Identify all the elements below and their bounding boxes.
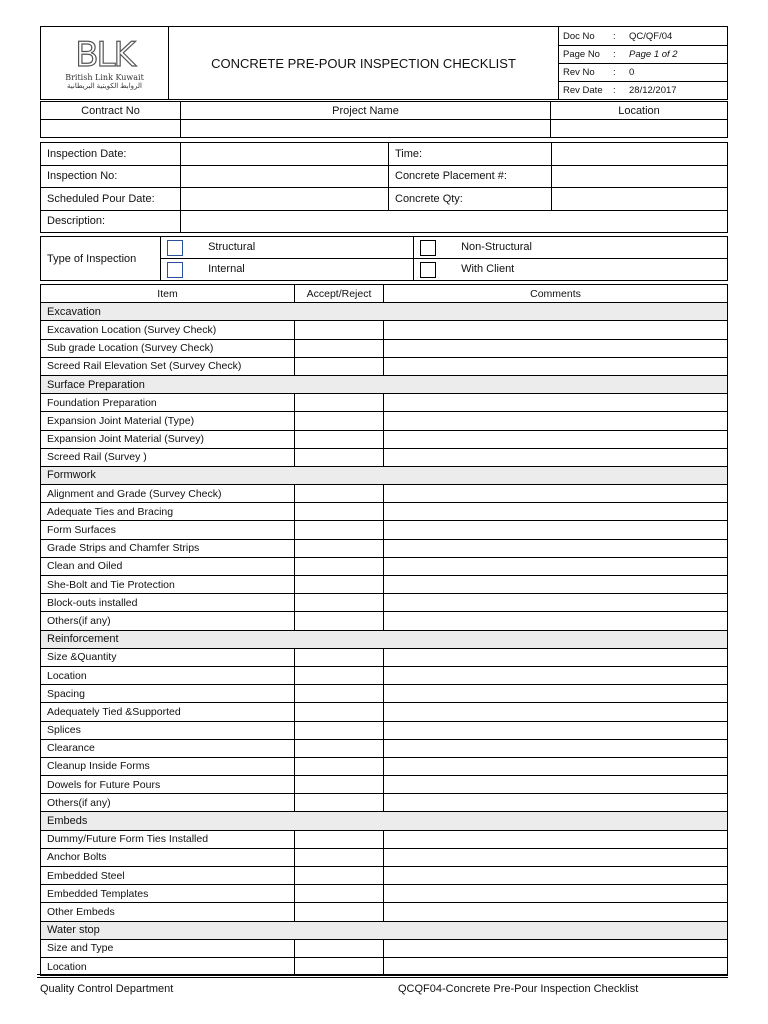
option-with-client[interactable] xyxy=(414,259,728,281)
accept-reject-field[interactable] xyxy=(295,357,384,375)
checklist-header-row xyxy=(41,285,728,303)
checklist-row xyxy=(41,939,728,957)
item-label: Dummy/Future Form Ties Installed xyxy=(41,830,295,848)
checklist-row xyxy=(41,339,728,357)
meta-value: Page 1 of 2 xyxy=(625,45,727,63)
document-title: CONCRETE PRE-POUR INSPECTION CHECKLIST xyxy=(169,27,559,100)
comments-field[interactable] xyxy=(384,757,728,775)
checklist-row xyxy=(41,776,728,794)
description-label: Description: xyxy=(41,210,181,233)
doc-meta-table xyxy=(559,28,727,99)
section-row xyxy=(41,466,728,484)
structural-label: Structural xyxy=(208,241,256,254)
comments-field[interactable] xyxy=(384,576,728,594)
checklist-row xyxy=(41,830,728,848)
item-label: Screed Rail (Survey ) xyxy=(41,448,295,466)
comments-header: Comments xyxy=(384,285,728,303)
item-label: Excavation Location (Survey Check) xyxy=(41,321,295,339)
checklist-row xyxy=(41,576,728,594)
item-label: Others(if any) xyxy=(41,612,295,630)
checklist-row xyxy=(41,430,728,448)
accept-reject-field[interactable] xyxy=(295,721,384,739)
item-label: Adequately Tied &Supported xyxy=(41,703,295,721)
accept-reject-field[interactable] xyxy=(295,321,384,339)
inspection-info-table xyxy=(40,142,728,233)
checklist-row xyxy=(41,612,728,630)
meta-label: Rev No xyxy=(559,63,609,81)
meta-value: 0 xyxy=(625,63,727,81)
accept-reject-field[interactable] xyxy=(295,339,384,357)
checklist-row xyxy=(41,903,728,921)
section-row xyxy=(41,812,728,830)
scheduled-pour-field[interactable] xyxy=(181,188,389,211)
accept-reject-field[interactable] xyxy=(295,794,384,812)
qty-label: Concrete Qty: xyxy=(389,188,552,211)
item-label: Clean and Oiled xyxy=(41,557,295,575)
accept-reject-field[interactable] xyxy=(295,412,384,430)
checklist-table xyxy=(40,284,728,976)
checklist-row xyxy=(41,848,728,866)
accept-reject-field[interactable] xyxy=(295,848,384,866)
comments-field[interactable] xyxy=(384,612,728,630)
item-label: Others(if any) xyxy=(41,794,295,812)
accept-reject-field[interactable] xyxy=(295,594,384,612)
location-label: Location xyxy=(551,102,728,120)
accept-reject-field[interactable] xyxy=(295,612,384,630)
accept-reject-field[interactable] xyxy=(295,957,384,975)
comments-field[interactable] xyxy=(384,867,728,885)
item-label: Foundation Preparation xyxy=(41,394,295,412)
item-label: Screed Rail Elevation Set (Survey Check) xyxy=(41,357,295,375)
item-header: Item xyxy=(41,285,295,303)
comments-field[interactable] xyxy=(384,485,728,503)
accept-reject-field[interactable] xyxy=(295,485,384,503)
project-name-label: Project Name xyxy=(181,102,551,120)
comments-field[interactable] xyxy=(384,939,728,957)
item-label: Clearance xyxy=(41,739,295,757)
comments-field[interactable] xyxy=(384,685,728,703)
accept-reject-field[interactable] xyxy=(295,830,384,848)
project-table xyxy=(40,101,728,138)
structural-checkbox[interactable] xyxy=(167,240,183,256)
comments-field[interactable] xyxy=(384,394,728,412)
comments-field[interactable] xyxy=(384,339,728,357)
meta-value: QC/QF/04 xyxy=(625,28,727,46)
checklist-row xyxy=(41,666,728,684)
accept-reject-field[interactable] xyxy=(295,939,384,957)
comments-field[interactable] xyxy=(384,539,728,557)
accept-reject-field[interactable] xyxy=(295,703,384,721)
inspection-date-label: Inspection Date: xyxy=(41,143,181,166)
meta-label: Rev Date xyxy=(563,84,603,96)
accept-reject-field[interactable] xyxy=(295,576,384,594)
item-label: She-Bolt and Tie Protection xyxy=(41,576,295,594)
comments-field[interactable] xyxy=(384,885,728,903)
non-structural-label: Non-Structural xyxy=(461,241,532,254)
comments-field[interactable] xyxy=(384,521,728,539)
checklist-row xyxy=(41,539,728,557)
meta-label: Page No xyxy=(559,45,609,63)
contract-no-field[interactable] xyxy=(41,120,181,138)
checklist-row xyxy=(41,648,728,666)
meta-sep: : xyxy=(609,28,625,46)
checklist-row xyxy=(41,412,728,430)
meta-row xyxy=(559,63,727,81)
item-label: Size and Type xyxy=(41,939,295,957)
checklist-row xyxy=(41,739,728,757)
item-label: Anchor Bolts xyxy=(41,848,295,866)
accept-reject-field[interactable] xyxy=(295,430,384,448)
comments-field[interactable] xyxy=(384,357,728,375)
item-label: Location xyxy=(41,957,295,975)
accept-reject-header: Accept/Reject xyxy=(295,285,384,303)
internal-checkbox[interactable] xyxy=(167,262,183,278)
meta-value: 28/12/2017 xyxy=(629,84,677,96)
comments-field[interactable] xyxy=(384,557,728,575)
with-client-checkbox[interactable] xyxy=(420,262,436,278)
meta-row xyxy=(559,81,727,99)
item-label: Size &Quantity xyxy=(41,648,295,666)
item-label: Spacing xyxy=(41,685,295,703)
comments-field[interactable] xyxy=(384,703,728,721)
checklist-row xyxy=(41,448,728,466)
scheduled-pour-label: Scheduled Pour Date: xyxy=(41,188,181,211)
accept-reject-field[interactable] xyxy=(295,521,384,539)
item-label: Expansion Joint Material (Survey) xyxy=(41,430,295,448)
item-label: Cleanup Inside Forms xyxy=(41,757,295,775)
item-label: Grade Strips and Chamfer Strips xyxy=(41,539,295,557)
footer-rule xyxy=(37,977,728,978)
comments-field[interactable] xyxy=(384,321,728,339)
logo-mark: BLK xyxy=(75,34,134,75)
accept-reject-field[interactable] xyxy=(295,557,384,575)
checklist-row xyxy=(41,594,728,612)
checklist-row xyxy=(41,867,728,885)
meta-label: Doc No xyxy=(559,28,609,46)
checklist-row xyxy=(41,685,728,703)
meta-sep: : xyxy=(609,45,625,63)
item-label: Alignment and Grade (Survey Check) xyxy=(41,485,295,503)
checklist-row xyxy=(41,757,728,775)
accept-reject-field[interactable] xyxy=(295,903,384,921)
comments-field[interactable] xyxy=(384,739,728,757)
qty-field[interactable] xyxy=(552,188,728,211)
comments-field[interactable] xyxy=(384,594,728,612)
option-structural[interactable] xyxy=(161,237,414,259)
logo-name: British Link Kuwait xyxy=(65,72,144,82)
accept-reject-field[interactable] xyxy=(295,394,384,412)
meta-row xyxy=(559,28,727,46)
type-of-inspection-label: Type of Inspection xyxy=(41,237,161,281)
placement-label: Concrete Placement #: xyxy=(389,165,552,188)
checklist-row xyxy=(41,485,728,503)
item-label: Expansion Joint Material (Type) xyxy=(41,412,295,430)
accept-reject-field[interactable] xyxy=(295,666,384,684)
comments-field[interactable] xyxy=(384,830,728,848)
time-field[interactable] xyxy=(552,143,728,166)
checklist-row xyxy=(41,957,728,975)
document-header xyxy=(40,26,728,100)
project-name-field[interactable] xyxy=(181,120,551,138)
inspection-type-table xyxy=(40,236,728,281)
meta-sep: : xyxy=(613,84,616,96)
contract-no-label: Contract No xyxy=(41,102,181,120)
footer-department: Quality Control Department xyxy=(40,983,174,995)
comments-field[interactable] xyxy=(384,430,728,448)
section-row xyxy=(41,921,728,939)
checklist-row xyxy=(41,703,728,721)
comments-field[interactable] xyxy=(384,503,728,521)
section-title: Formwork xyxy=(41,466,728,484)
doc-meta-cell xyxy=(559,27,728,100)
comments-field[interactable] xyxy=(384,448,728,466)
section-row xyxy=(41,303,728,321)
comments-field[interactable] xyxy=(384,666,728,684)
item-label: Splices xyxy=(41,721,295,739)
section-title: Water stop xyxy=(41,921,728,939)
comments-field[interactable] xyxy=(384,794,728,812)
comments-field[interactable] xyxy=(384,848,728,866)
footer-document-name: QCQF04-Concrete Pre-Pour Inspection Checklist xyxy=(398,983,639,995)
with-client-label: With Client xyxy=(461,263,515,276)
checklist-row xyxy=(41,503,728,521)
checklist-row xyxy=(41,721,728,739)
accept-reject-field[interactable] xyxy=(295,776,384,794)
section-title: Reinforcement xyxy=(41,630,728,648)
item-label: Embedded Templates xyxy=(41,885,295,903)
accept-reject-field[interactable] xyxy=(295,503,384,521)
item-label: Embedded Steel xyxy=(41,867,295,885)
internal-label: Internal xyxy=(208,263,245,276)
inspection-date-field[interactable] xyxy=(181,143,389,166)
item-label: Form Surfaces xyxy=(41,521,295,539)
section-row xyxy=(41,630,728,648)
checklist-row xyxy=(41,557,728,575)
logo-arabic: الروابط الكويتية البريطانية xyxy=(67,82,142,90)
comments-field[interactable] xyxy=(384,721,728,739)
item-label: Dowels for Future Pours xyxy=(41,776,295,794)
accept-reject-field[interactable] xyxy=(295,757,384,775)
option-non-structural[interactable] xyxy=(414,237,728,259)
item-label: Location xyxy=(41,666,295,684)
inspection-no-label: Inspection No: xyxy=(41,165,181,188)
time-label: Time: xyxy=(389,143,552,166)
comments-field[interactable] xyxy=(384,648,728,666)
accept-reject-field[interactable] xyxy=(295,685,384,703)
meta-row xyxy=(559,45,727,63)
section-title: Surface Preparation xyxy=(41,375,728,393)
comments-field[interactable] xyxy=(384,412,728,430)
item-label: Other Embeds xyxy=(41,903,295,921)
section-row xyxy=(41,375,728,393)
accept-reject-field[interactable] xyxy=(295,448,384,466)
accept-reject-field[interactable] xyxy=(295,539,384,557)
section-title: Embeds xyxy=(41,812,728,830)
accept-reject-field[interactable] xyxy=(295,885,384,903)
accept-reject-field[interactable] xyxy=(295,739,384,757)
inspection-no-field[interactable] xyxy=(181,165,389,188)
description-field[interactable] xyxy=(181,210,728,233)
checklist-row xyxy=(41,357,728,375)
accept-reject-field[interactable] xyxy=(295,648,384,666)
section-title: Excavation xyxy=(41,303,728,321)
checklist-row xyxy=(41,885,728,903)
comments-field[interactable] xyxy=(384,957,728,975)
company-logo xyxy=(41,27,169,100)
location-field[interactable] xyxy=(551,120,728,138)
option-internal[interactable] xyxy=(161,259,414,281)
comments-field[interactable] xyxy=(384,903,728,921)
item-label: Adequate Ties and Bracing xyxy=(41,503,295,521)
checklist-row xyxy=(41,794,728,812)
comments-field[interactable] xyxy=(384,776,728,794)
footer-rule xyxy=(37,974,728,975)
checklist-row xyxy=(41,321,728,339)
item-label: Block-outs installed xyxy=(41,594,295,612)
item-label: Sub grade Location (Survey Check) xyxy=(41,339,295,357)
non-structural-checkbox[interactable] xyxy=(420,240,436,256)
accept-reject-field[interactable] xyxy=(295,867,384,885)
placement-field[interactable] xyxy=(552,165,728,188)
checklist-row xyxy=(41,521,728,539)
meta-sep: : xyxy=(609,63,625,81)
checklist-row xyxy=(41,394,728,412)
